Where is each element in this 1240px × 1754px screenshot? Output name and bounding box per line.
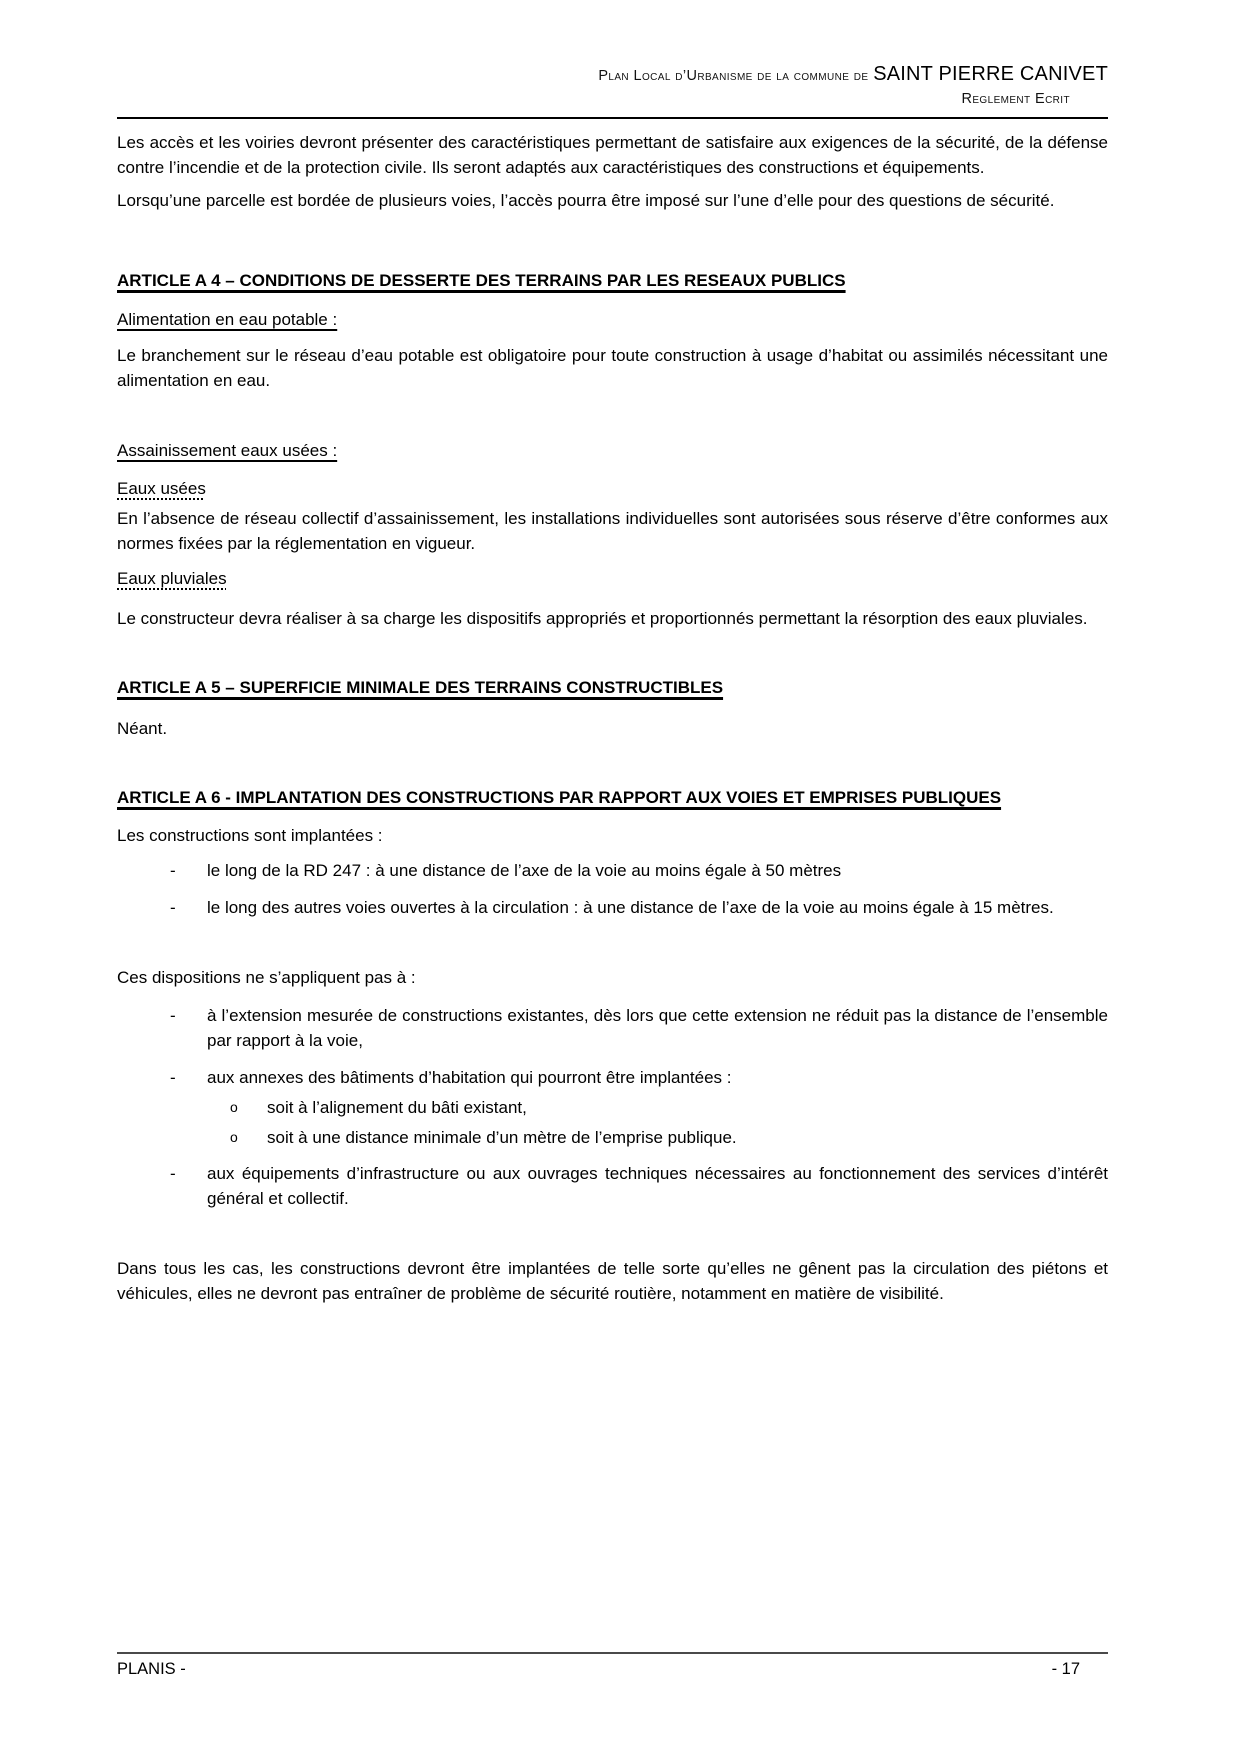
list-item-annexes [117,1065,1108,1090]
dash-marker: - [170,861,176,880]
dash-marker: - [170,1006,176,1025]
subheading-assainissement: Assainissement eaux usées : [117,441,338,460]
list-item-text: soit à une distance minimale d’un mètre de l’emprise publique. [267,1128,737,1147]
subheading-eaux-pluviales: Eaux pluviales [117,569,227,588]
paragraph-final: Dans tous les cas, les constructions devront être implantées de telle sorte qu’elles ne gênent pas la circulation des piétons et véhicules, elles ne devront pas entraîner de problème de sécurité routière, notamment en matière de visibilité. [117,1259,1108,1303]
dash-marker: - [170,898,176,917]
paragraph-parcelle: Lorsqu’une parcelle est bordée de plusieurs voies, l’accès pourra être imposé sur l’une d’elle pour des questions de sécurité. [117,191,1055,210]
dash-marker: - [170,1164,176,1183]
paragraph-acces-voiries: Les accès et les voiries devront présenter des caractéristiques permettant de satisfaire aux exigences de la sécurité, de la défense contre l’incendie et de la protection civile. Ils seront adaptés aux caractéristiques des constructions et équipements. [117,133,1108,177]
paragraph-branchement: Le branchement sur le réseau d’eau potable est obligatoire pour toute construction à usage d’habitat ou assimilés nécessitant une alimentation en eau. [117,346,1108,390]
list-item-text: aux équipements d’infrastructure ou aux ouvrages techniques nécessaires au fonctionnement des services d’intérêt général et collectif. [207,1164,1108,1208]
document-title-prefix: Plan Local d’Urbanisme de la commune de [598,68,869,84]
page-footer [117,1652,1108,1680]
page-content [117,0,1108,1306]
document-subtitle-line [117,88,1108,109]
paragraph-exceptions-intro: Ces dispositions ne s’appliquent pas à : [117,968,416,987]
circle-marker: o [230,1099,238,1115]
sub-list-item-distance-minimale [117,1125,1108,1150]
list-item-text: aux annexes des bâtiments d’habitation qui pourront être implantées : [207,1068,732,1087]
dash-marker: - [170,1068,176,1087]
document-title-line [117,62,1108,88]
subheading-eau-potable: Alimentation en eau potable : [117,310,338,329]
list-item-autres-voies [117,895,1108,920]
list-item-text: soit à l’alignement du bâti existant, [267,1098,527,1117]
header-divider [117,117,1108,119]
list-item-text: le long de la RD 247 : à une distance de l’axe de la voie au moins égale à 50 mètres [207,861,842,880]
paragraph-implantation-intro: Les constructions sont implantées : [117,826,383,845]
paragraph-constructeur: Le constructeur devra réaliser à sa charge les dispositifs appropriés et proportionnés permettant la résorption des eaux pluviales. [117,609,1088,628]
document-subtitle: Reglement Ecrit [961,91,1070,107]
footer-page-number: - 17 [1051,1660,1080,1678]
article-a6-title: ARTICLE A 6 - IMPLANTATION DES CONSTRUCTIONS PAR RAPPORT AUX VOIES ET EMPRISES PUBLIQUES [117,788,1002,807]
sub-list-item-alignement [117,1095,1108,1120]
article-a4-title: ARTICLE A 4 – CONDITIONS DE DESSERTE DES TERRAINS PAR LES RESEAUX PUBLICS [117,271,846,290]
page-header [117,0,1108,109]
paragraph-neant: Néant. [117,719,168,738]
article-a5-title: ARTICLE A 5 – SUPERFICIE MINIMALE DES TERRAINS CONSTRUCTIBLES [117,678,724,697]
list-item-rd247 [117,858,1108,883]
paragraph-absence-reseau: En l’absence de réseau collectif d’assainissement, les installations individuelles sont autorisées sous réserve d’être conformes aux normes fixées par la réglementation en vigueur. [117,509,1108,553]
commune-name: SAINT PIERRE CANIVET [873,63,1108,85]
list-item-text: à l’extension mesurée de constructions existantes, dès lors que cette extension ne réduit pas la distance de l’ensemble par rapport à la voie, [207,1006,1108,1050]
footer-author: PLANIS - [117,1660,186,1678]
list-item-text: le long des autres voies ouvertes à la circulation : à une distance de l’axe de la voie au moins égale à 15 mètres. [207,898,1054,917]
list-item-equipements [117,1161,1108,1211]
list-item-extension [117,1003,1108,1053]
circle-marker: o [230,1129,238,1145]
subheading-eaux-usees: Eaux usées [117,479,206,498]
